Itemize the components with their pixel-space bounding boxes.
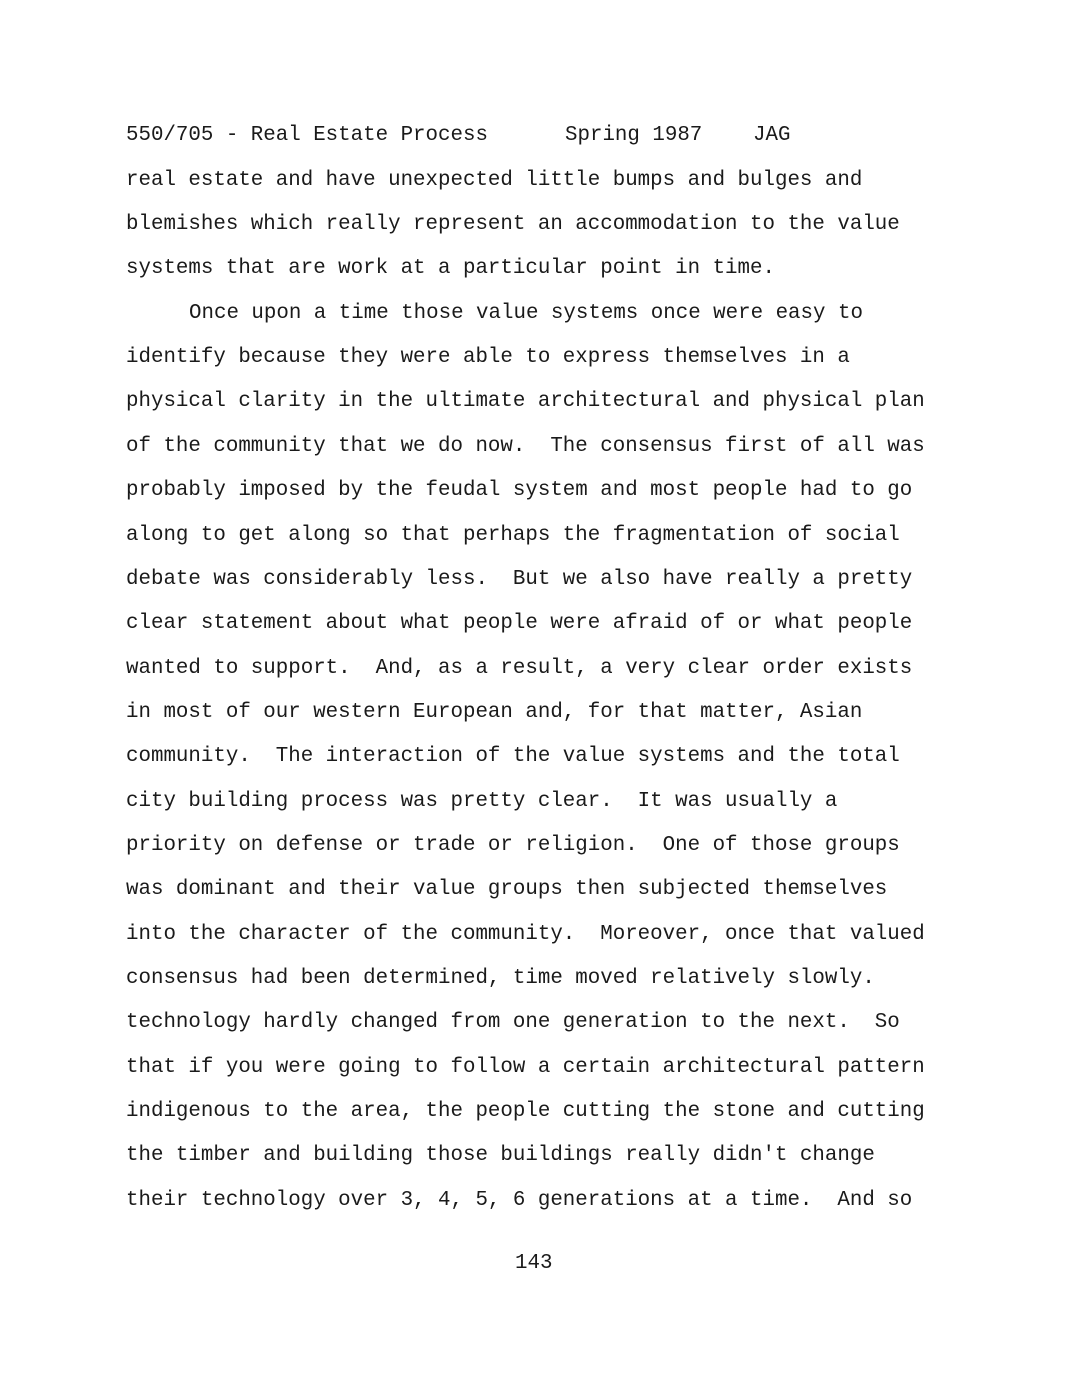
text-line: indigenous to the area, the people cutting the stone and cutting [126,1100,925,1123]
text-line: probably imposed by the feudal system and most people had to go [126,479,913,502]
text-line: physical clarity in the ultimate architectural and physical plan [126,390,925,413]
text-line: real estate and have unexpected little bumps and bulges and [126,169,863,192]
text-line: in most of our western European and, for that matter, Asian [126,701,863,724]
text-line: city building process was pretty clear. It was usually a [126,790,838,813]
text-line: was dominant and their value groups then subjected themselves [126,878,888,901]
paragraph-start-line: Once upon a time those value systems once were easy to [189,302,863,325]
text-line: priority on defense or trade or religion. One of those groups [126,834,900,857]
text-line: the timber and building those buildings really didn't change [126,1144,875,1167]
text-line: clear statement about what people were afraid of or what people [126,612,913,635]
text-line: debate was considerably less. But we also have really a pretty [126,568,913,591]
text-line: identify because they were able to express themselves in a [126,346,850,369]
text-line: consensus had been determined, time moved relatively slowly. [126,967,875,990]
header-term: Spring 1987 [565,124,703,147]
text-line: their technology over 3, 4, 5, 6 generations at a time. And so [126,1189,913,1212]
text-line: wanted to support. And, as a result, a very clear order exists [126,657,913,680]
text-line: blemishes which really represent an accommodation to the value [126,213,900,236]
text-line: community. The interaction of the value systems and the total [126,745,900,768]
text-line: systems that are work at a particular point in time. [126,257,775,280]
text-line: of the community that we do now. The consensus first of all was [126,435,925,458]
text-line: technology hardly changed from one generation to the next. So [126,1011,900,1034]
text-line: that if you were going to follow a certain architectural pattern [126,1056,925,1079]
header-course-title: 550/705 - Real Estate Process [126,124,488,147]
text-line: along to get along so that perhaps the fragmentation of social [126,524,900,547]
text-line: into the character of the community. Moreover, once that valued [126,923,925,946]
header-initials: JAG [753,124,791,147]
page-number: 143 [515,1252,553,1275]
